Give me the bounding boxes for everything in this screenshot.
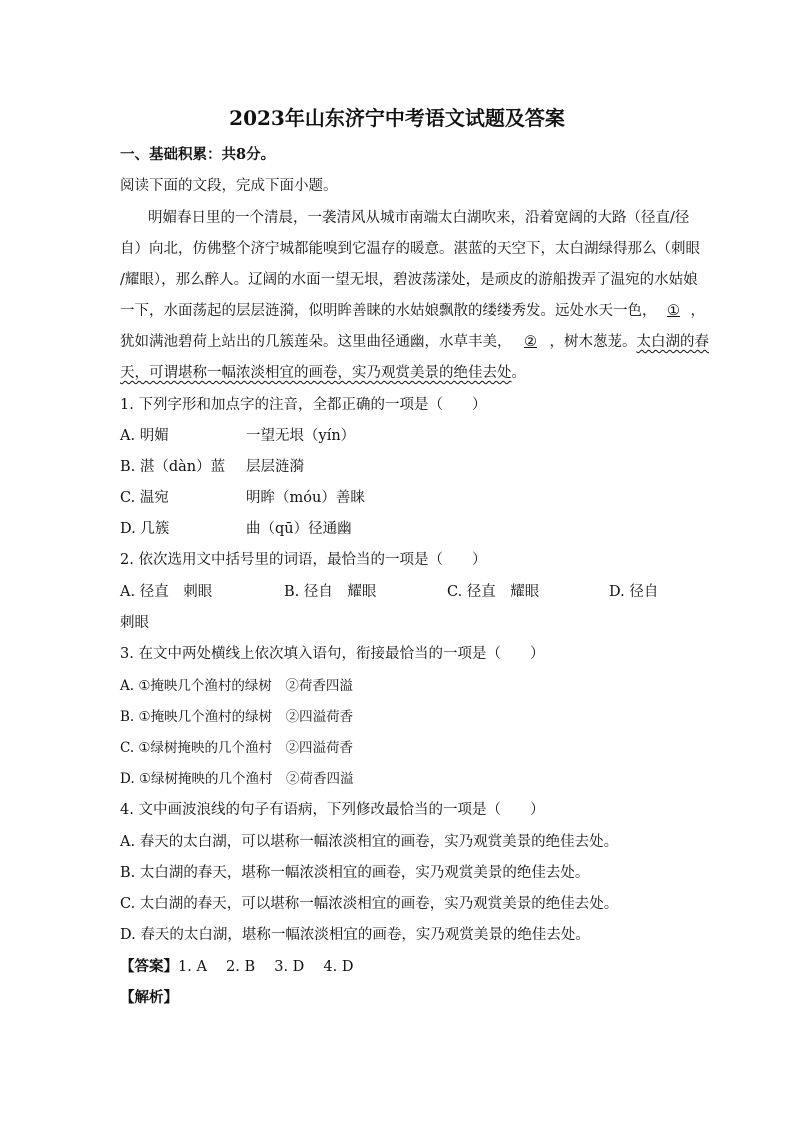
passage-line-1: 明媚春日里的一个清晨，一袭清风从城市南端太白湖吹来，沿着宽阔的大路（径直/径	[148, 210, 690, 226]
page-title: 2023年山东济宁中考语文试题及答案	[229, 106, 565, 130]
question-1-stem: 1. 下列字形和加点字的注音，全都正确的一项是（ ）	[120, 397, 487, 413]
question-4-option-a: A. 春天的太白湖，可以堪称一幅浓淡相宜的画卷，实乃观赏美景的绝佳去处。	[120, 834, 619, 850]
answer-label: 【答案】	[120, 958, 178, 975]
answer-text: 1. A 2. B 3. D 4. D	[178, 959, 354, 975]
question-3-option-d: D. ①绿树掩映的几个渔村 ②荷香四溢	[120, 771, 354, 787]
q2-option-d-continued: 刺眼	[120, 615, 149, 631]
q1-d-second: 曲（qū）径通幽	[246, 521, 352, 537]
question-1-option-b	[120, 457, 520, 477]
q1-b-second: 层层涟漪	[246, 459, 304, 475]
wavy-sentence-part-2: 天，可谓堪称一幅浓淡相宜的画卷，实乃观赏美景的绝佳去处	[120, 365, 512, 381]
question-2-stem: 2. 依次选用文中括号里的词语，最恰当的一项是（ ）	[120, 552, 487, 568]
q1-a-word: A. 明媚	[120, 428, 169, 444]
q1-c-word: C. 温宛	[120, 490, 169, 506]
question-1-option-c	[120, 488, 520, 508]
question-4-option-c: C. 太白湖的春天，可以堪称一幅浓淡相宜的画卷，实乃观赏美景的绝佳去处。	[120, 896, 619, 912]
passage-line-5-mid: ，树木葱茏。	[549, 334, 637, 350]
question-4-option-b: B. 太白湖的春天，堪称一幅浓淡相宜的画卷，实乃观赏美景的绝佳去处。	[120, 865, 590, 881]
q2-option-b: B. 径自 耀眼	[284, 584, 377, 600]
question-1-option-a	[120, 426, 520, 446]
q2-option-c: C. 径直 耀眼	[447, 584, 540, 600]
blank-1: ①	[667, 303, 680, 319]
passage-line-2: 自）向北，仿佛整个济宁城都能嗅到它温存的暖意。湛蓝的天空下，太白湖绿得那么（刺眼	[120, 241, 700, 257]
question-3-option-a: A. ①掩映几个渔村的绿树 ②荷香四溢	[120, 678, 353, 694]
analysis-label: 【解析】	[120, 989, 178, 1006]
answer-line	[120, 957, 353, 977]
passage-line-6	[120, 363, 526, 383]
question-2-options	[120, 582, 680, 602]
section-heading: 一、基础积累：共8分。	[120, 146, 276, 163]
q2-option-a: A. 径直 刺眼	[120, 584, 213, 600]
q2-option-d: D. 径自	[609, 584, 659, 600]
blank-2: ②	[524, 334, 537, 350]
passage-line-3: /耀眼），那么醉人。辽阔的水面一望无垠，碧波荡漾处，是顽皮的游船拨弄了温宛的水姑娘	[120, 272, 698, 288]
wavy-sentence-part-1: 太白湖的春	[636, 334, 709, 350]
reading-instruction: 阅读下面的文段，完成下面小题。	[120, 178, 338, 194]
passage-line-5-text: 犹如满池碧荷上站出的几簇莲朵。这里曲径通幽，水草丰美，	[120, 334, 512, 350]
question-1-option-d	[120, 519, 520, 539]
question-4-option-d: D. 春天的太白湖，堪称一幅浓淡相宜的画卷，实乃观赏美景的绝佳去处。	[120, 927, 590, 943]
q1-a-second: 一望无垠（yín）	[246, 428, 356, 444]
q1-c-second: 明眸（móu）善睐	[246, 490, 365, 506]
passage-line-4-text: 一下，水面荡起的层层涟漪，似明眸善睐的水姑娘飘散的缕缕秀发。远处水天一色，	[120, 303, 657, 319]
question-3-option-c: C. ①绿树掩映的几个渔村 ②四溢荷香	[120, 740, 354, 756]
question-3-option-b: B. ①掩映几个渔村的绿树 ②四溢荷香	[120, 709, 354, 725]
q1-d-word: D. 几簇	[120, 521, 170, 537]
question-4-stem: 4. 文中画波浪线的句子有语病，下列修改最恰当的一项是（ ）	[120, 802, 545, 818]
passage-line-4-end: ，	[690, 303, 705, 319]
passage-line-6-end: 。	[511, 365, 526, 381]
passage-line-4	[120, 301, 705, 321]
q1-b-word: B. 湛（dàn）蓝	[120, 459, 226, 475]
question-3-stem: 3. 在文中两处横线上依次填入语句，衔接最恰当的一项是（ ）	[120, 646, 545, 662]
passage-line-5	[120, 332, 709, 352]
